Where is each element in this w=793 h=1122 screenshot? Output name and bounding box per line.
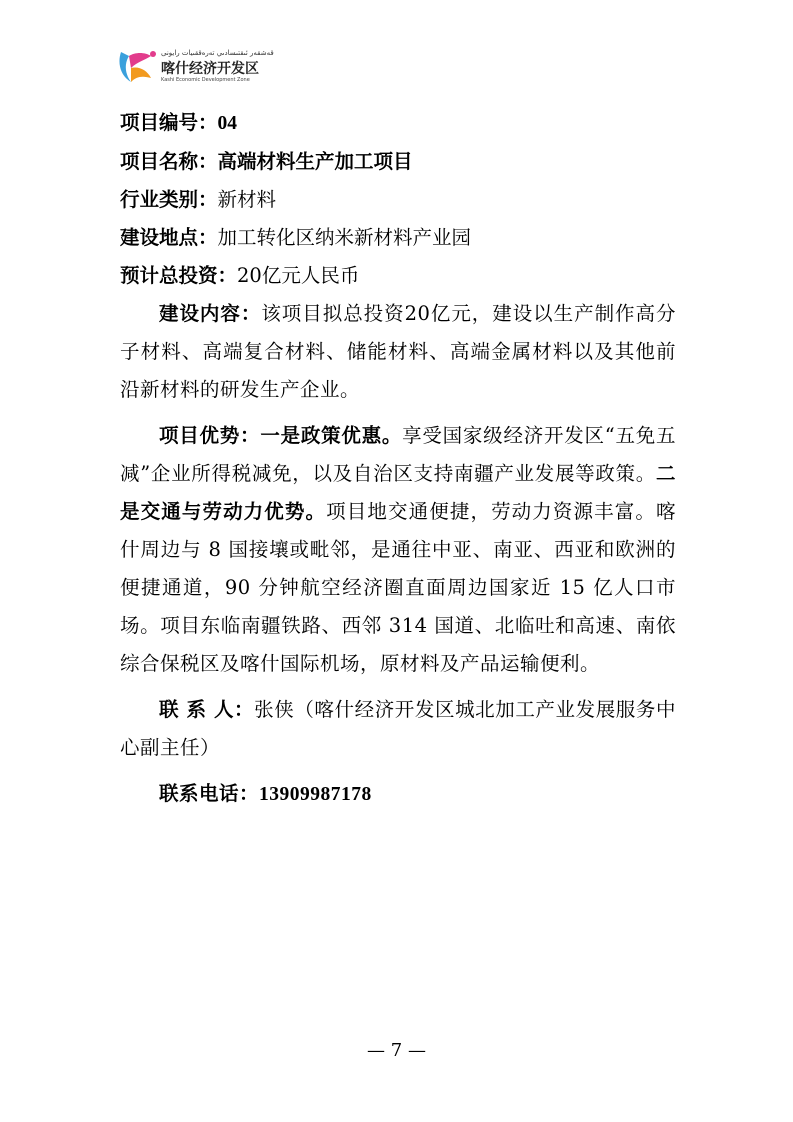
logo-english-text: Kashi Economic Development Zone [161, 77, 250, 83]
construction-content-paragraph [120, 295, 676, 409]
logo-chinese-text: 喀什经济开发区 [161, 61, 259, 77]
investment-line [120, 257, 676, 295]
project-name-label: 项目名称： [120, 150, 218, 173]
contact-value: 张侠（喀什经济开发区城北加工产业发展服务中心副主任） [120, 698, 676, 759]
advantage-paragraph [120, 417, 676, 683]
industry-label: 行业类别： [120, 188, 218, 211]
contact-paragraph [120, 691, 676, 767]
project-name-line [120, 143, 676, 181]
content-label: 建设内容： [159, 302, 262, 325]
project-number-value: 04 [217, 113, 238, 134]
phone-label: 联系电话： [159, 782, 260, 805]
industry-line [120, 181, 676, 219]
location-label: 建设地点： [120, 226, 218, 249]
advantage-1-text: 享受国家级经济开发区“五免五减”企业所得税减免，以及自治区支持南疆产业发展等政策。 [120, 424, 676, 485]
advantage-2-text: 项目地交通便捷，劳动力资源丰富。喀什周边与 8 国接壤或毗邻，是通往中亚、南亚、西亚和欧洲的便捷通道，90 分钟航空经济圈直面周边国家近 15 亿人口市场。项目东临南疆铁路、西邻 314 国道、北临吐和高速、南依综合保税区及喀什国际机场，原材料及产品运输便利。 [120, 500, 676, 675]
header-logo [115, 44, 315, 94]
logo-uyghur-text: قەشقەر ئىقتىسادىي تەرەققىيات رايونى [161, 49, 274, 57]
advantage-2-title: 二是交通与劳动力优势。 [120, 462, 676, 523]
industry-value: 新材料 [217, 188, 277, 211]
content-text: 该项目拟总投资20亿元，建设以生产制作高分子材料、高端复合材料、储能材料、高端金属材料以及其他前沿新材料的研发生产企业。 [120, 302, 676, 401]
project-name-value: 高端材料生产加工项目 [217, 150, 413, 173]
project-number-label: 项目编号： [120, 111, 218, 134]
phone-paragraph [120, 775, 676, 814]
investment-label: 预计总投资： [120, 264, 238, 287]
project-number-line [120, 104, 676, 143]
contact-label: 联 系 人： [159, 698, 255, 721]
investment-value: 20亿元人民币 [237, 264, 360, 287]
location-value: 加工转化区纳米新材料产业园 [217, 226, 472, 249]
location-line [120, 219, 676, 257]
page-number: — 7 — [367, 1040, 426, 1061]
logo-mark-icon [115, 44, 159, 88]
advantage-1-title: 一是政策优惠。 [260, 424, 403, 447]
phone-value: 13909987178 [259, 784, 372, 805]
advantage-label: 项目优势： [159, 424, 261, 447]
project-document [120, 104, 676, 814]
